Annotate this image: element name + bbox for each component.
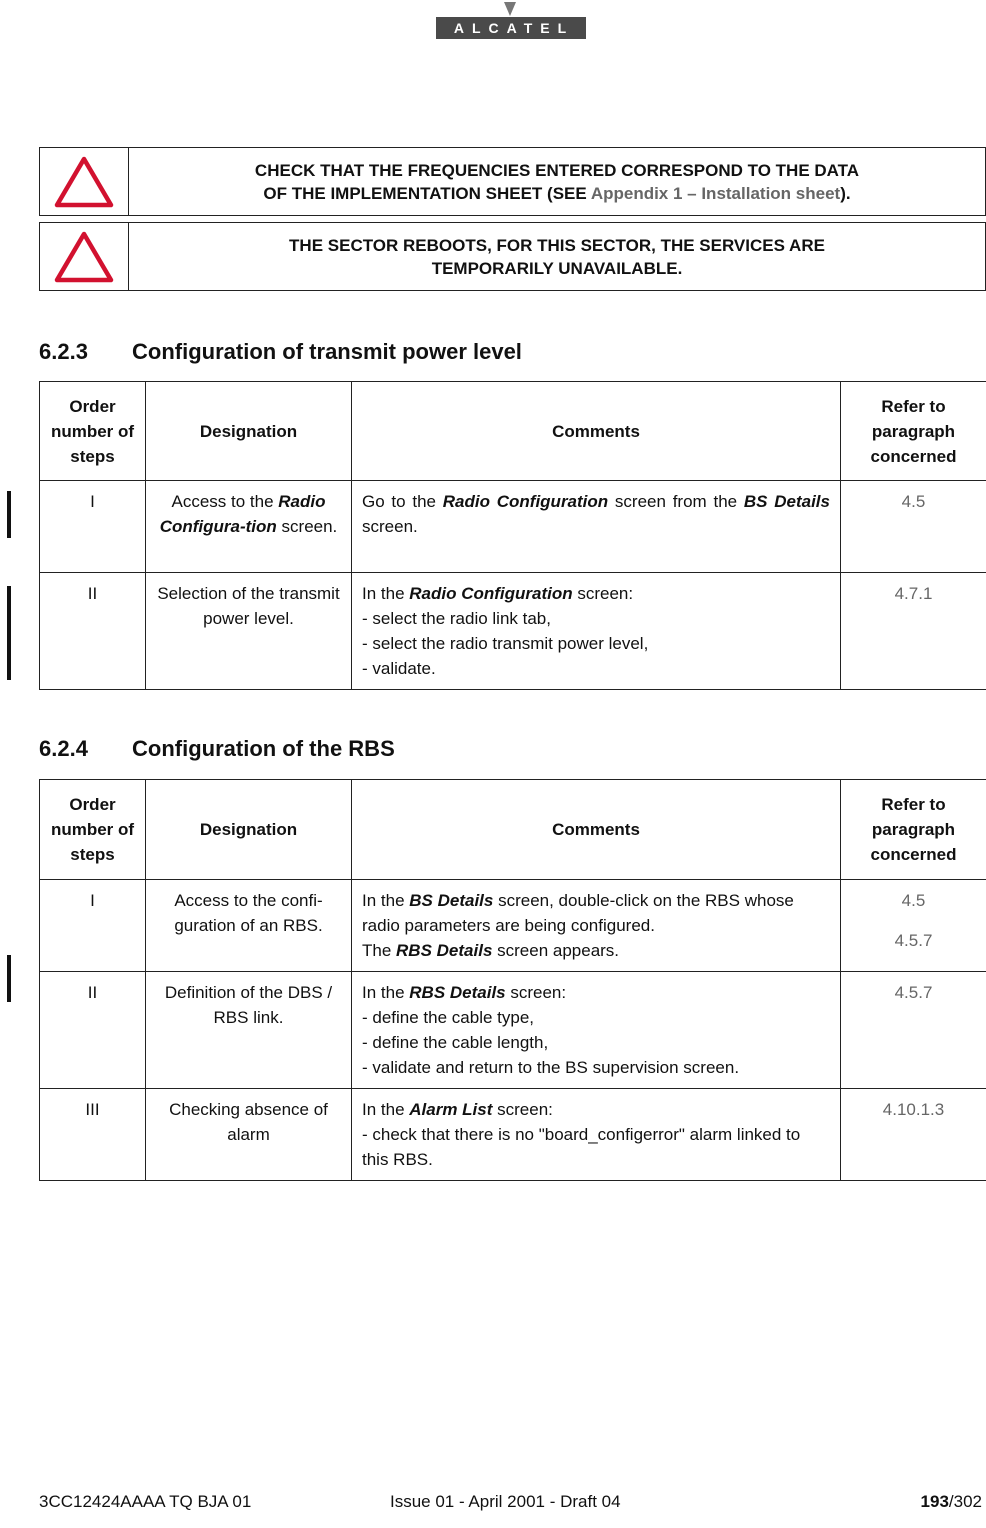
- section-title: Configuration of transmit power level: [132, 339, 522, 364]
- warning-triangle-icon: [54, 156, 114, 208]
- step-number: II: [40, 972, 146, 1089]
- step-comments: In the Alarm List screen: - check that there is no "board_configerror" alarm linked to this RBS.: [352, 1089, 841, 1181]
- step-reference-link[interactable]: 4.5: [841, 481, 986, 573]
- page-current: 193: [920, 1492, 949, 1511]
- table-row: [40, 972, 986, 1089]
- col-header-refer: Refer to paragraph concerned: [841, 780, 986, 880]
- col-header-order: Order number of steps: [40, 780, 146, 880]
- appendix-link[interactable]: Appendix 1 – Installation sheet: [590, 183, 841, 203]
- col-header-comments: Comments: [352, 780, 841, 880]
- step-number: III: [40, 1089, 146, 1181]
- warning-box-frequencies: [39, 147, 986, 216]
- warning-icon-cell: [40, 148, 129, 215]
- warning-line-end: ).: [840, 183, 851, 203]
- comment-line: - select the radio transmit power level,: [362, 634, 649, 653]
- section-number: 6.2.4: [39, 736, 88, 761]
- col-header-comments: Comments: [352, 382, 841, 481]
- step-designation: [146, 481, 352, 573]
- change-bar: [7, 586, 11, 680]
- step-designation: Definition of the DBS / RBS link.: [146, 972, 352, 1089]
- section-heading-6-2-4: [39, 736, 395, 762]
- designation-text: screen.: [281, 517, 338, 536]
- step-number: I: [40, 481, 146, 573]
- step-designation: Selection of the transmit power level.: [146, 573, 352, 690]
- step-number: II: [40, 573, 146, 690]
- step-reference-link[interactable]: 4.5.7: [841, 972, 986, 1089]
- table-header-row: [40, 780, 986, 880]
- change-bar: [7, 491, 11, 538]
- warning-box-reboot: [39, 222, 986, 291]
- step-designation: Access to the confi-guration of an RBS.: [146, 880, 352, 972]
- warning-line: OF THE IMPLEMENTATION SHEET (SEE: [263, 183, 591, 203]
- footer-doc-ref: 3CC12424AAAA TQ BJA 01: [39, 1492, 252, 1511]
- designation-text: Access to the: [171, 492, 274, 511]
- comment-line: - check that there is no "board_configerror" alarm linked to this RBS.: [362, 1125, 801, 1169]
- comment-line: - validate.: [362, 659, 436, 678]
- warning-text: [129, 148, 985, 215]
- col-header-designation: Designation: [146, 780, 352, 880]
- warning-line: TEMPORARILY UNAVAILABLE.: [431, 258, 683, 278]
- step-comments: In the Radio Configuration screen: - select the radio link tab, - select the radio transmit power level, - validate.: [352, 573, 841, 690]
- table-row: [40, 880, 986, 972]
- comment-line: - select the radio link tab,: [362, 609, 551, 628]
- step-reference-link[interactable]: 4.7.1: [841, 573, 986, 690]
- comment-line: - define the cable length,: [362, 1033, 549, 1052]
- step-reference-link[interactable]: 4.10.1.3: [841, 1089, 986, 1181]
- alcatel-logo: [436, 2, 586, 40]
- step-comments: In the RBS Details screen: - define the cable type, - define the cable length, - validate and return to the BS supervision screen.: [352, 972, 841, 1089]
- reference-link[interactable]: 4.5.7: [894, 931, 933, 950]
- col-header-order: Order number of steps: [40, 382, 146, 481]
- warning-text: [129, 223, 985, 290]
- col-header-designation: Designation: [146, 382, 352, 481]
- comment-line: - define the cable type,: [362, 1008, 535, 1027]
- logo-text: ALCATEL: [436, 17, 586, 39]
- section-number: 6.2.3: [39, 339, 88, 364]
- warning-line: CHECK THAT THE FREQUENCIES ENTERED CORRESPOND TO THE DATA: [254, 160, 860, 180]
- page-total: /302: [948, 1492, 982, 1511]
- logo-triangle-icon: [504, 2, 516, 16]
- comment-line: - validate and return to the BS supervision screen.: [362, 1058, 740, 1077]
- change-bar: [7, 955, 11, 1002]
- step-number: I: [40, 880, 146, 972]
- reference-link[interactable]: 4.5: [901, 891, 926, 910]
- step-comments: In the BS Details screen, double-click on the RBS whose radio parameters are being configured. The RBS Details screen appears.: [352, 880, 841, 972]
- step-designation: Checking absence of alarm: [146, 1089, 352, 1181]
- steps-table-rbs: [39, 779, 986, 1181]
- section-heading-6-2-3: [39, 339, 522, 365]
- steps-table-transmit-power: [39, 381, 986, 690]
- footer-page-number: [921, 1492, 982, 1512]
- table-row: [40, 481, 986, 573]
- table-header-row: [40, 382, 986, 481]
- step-comments: Go to the Radio Configuration screen from the BS Details screen.: [352, 481, 841, 573]
- warning-triangle-icon: [54, 231, 114, 283]
- col-header-refer: Refer to paragraph concerned: [841, 382, 986, 481]
- step-reference: [841, 880, 986, 972]
- warning-line: THE SECTOR REBOOTS, FOR THIS SECTOR, THE SERVICES ARE: [289, 235, 825, 255]
- table-row: [40, 1089, 986, 1181]
- designation-bold: Radio Configura-tion: [159, 492, 326, 536]
- warning-icon-cell: [40, 223, 129, 290]
- table-row: [40, 573, 986, 690]
- footer-issue: Issue 01 - April 2001 - Draft 04: [390, 1492, 621, 1511]
- section-title: Configuration of the RBS: [132, 736, 395, 761]
